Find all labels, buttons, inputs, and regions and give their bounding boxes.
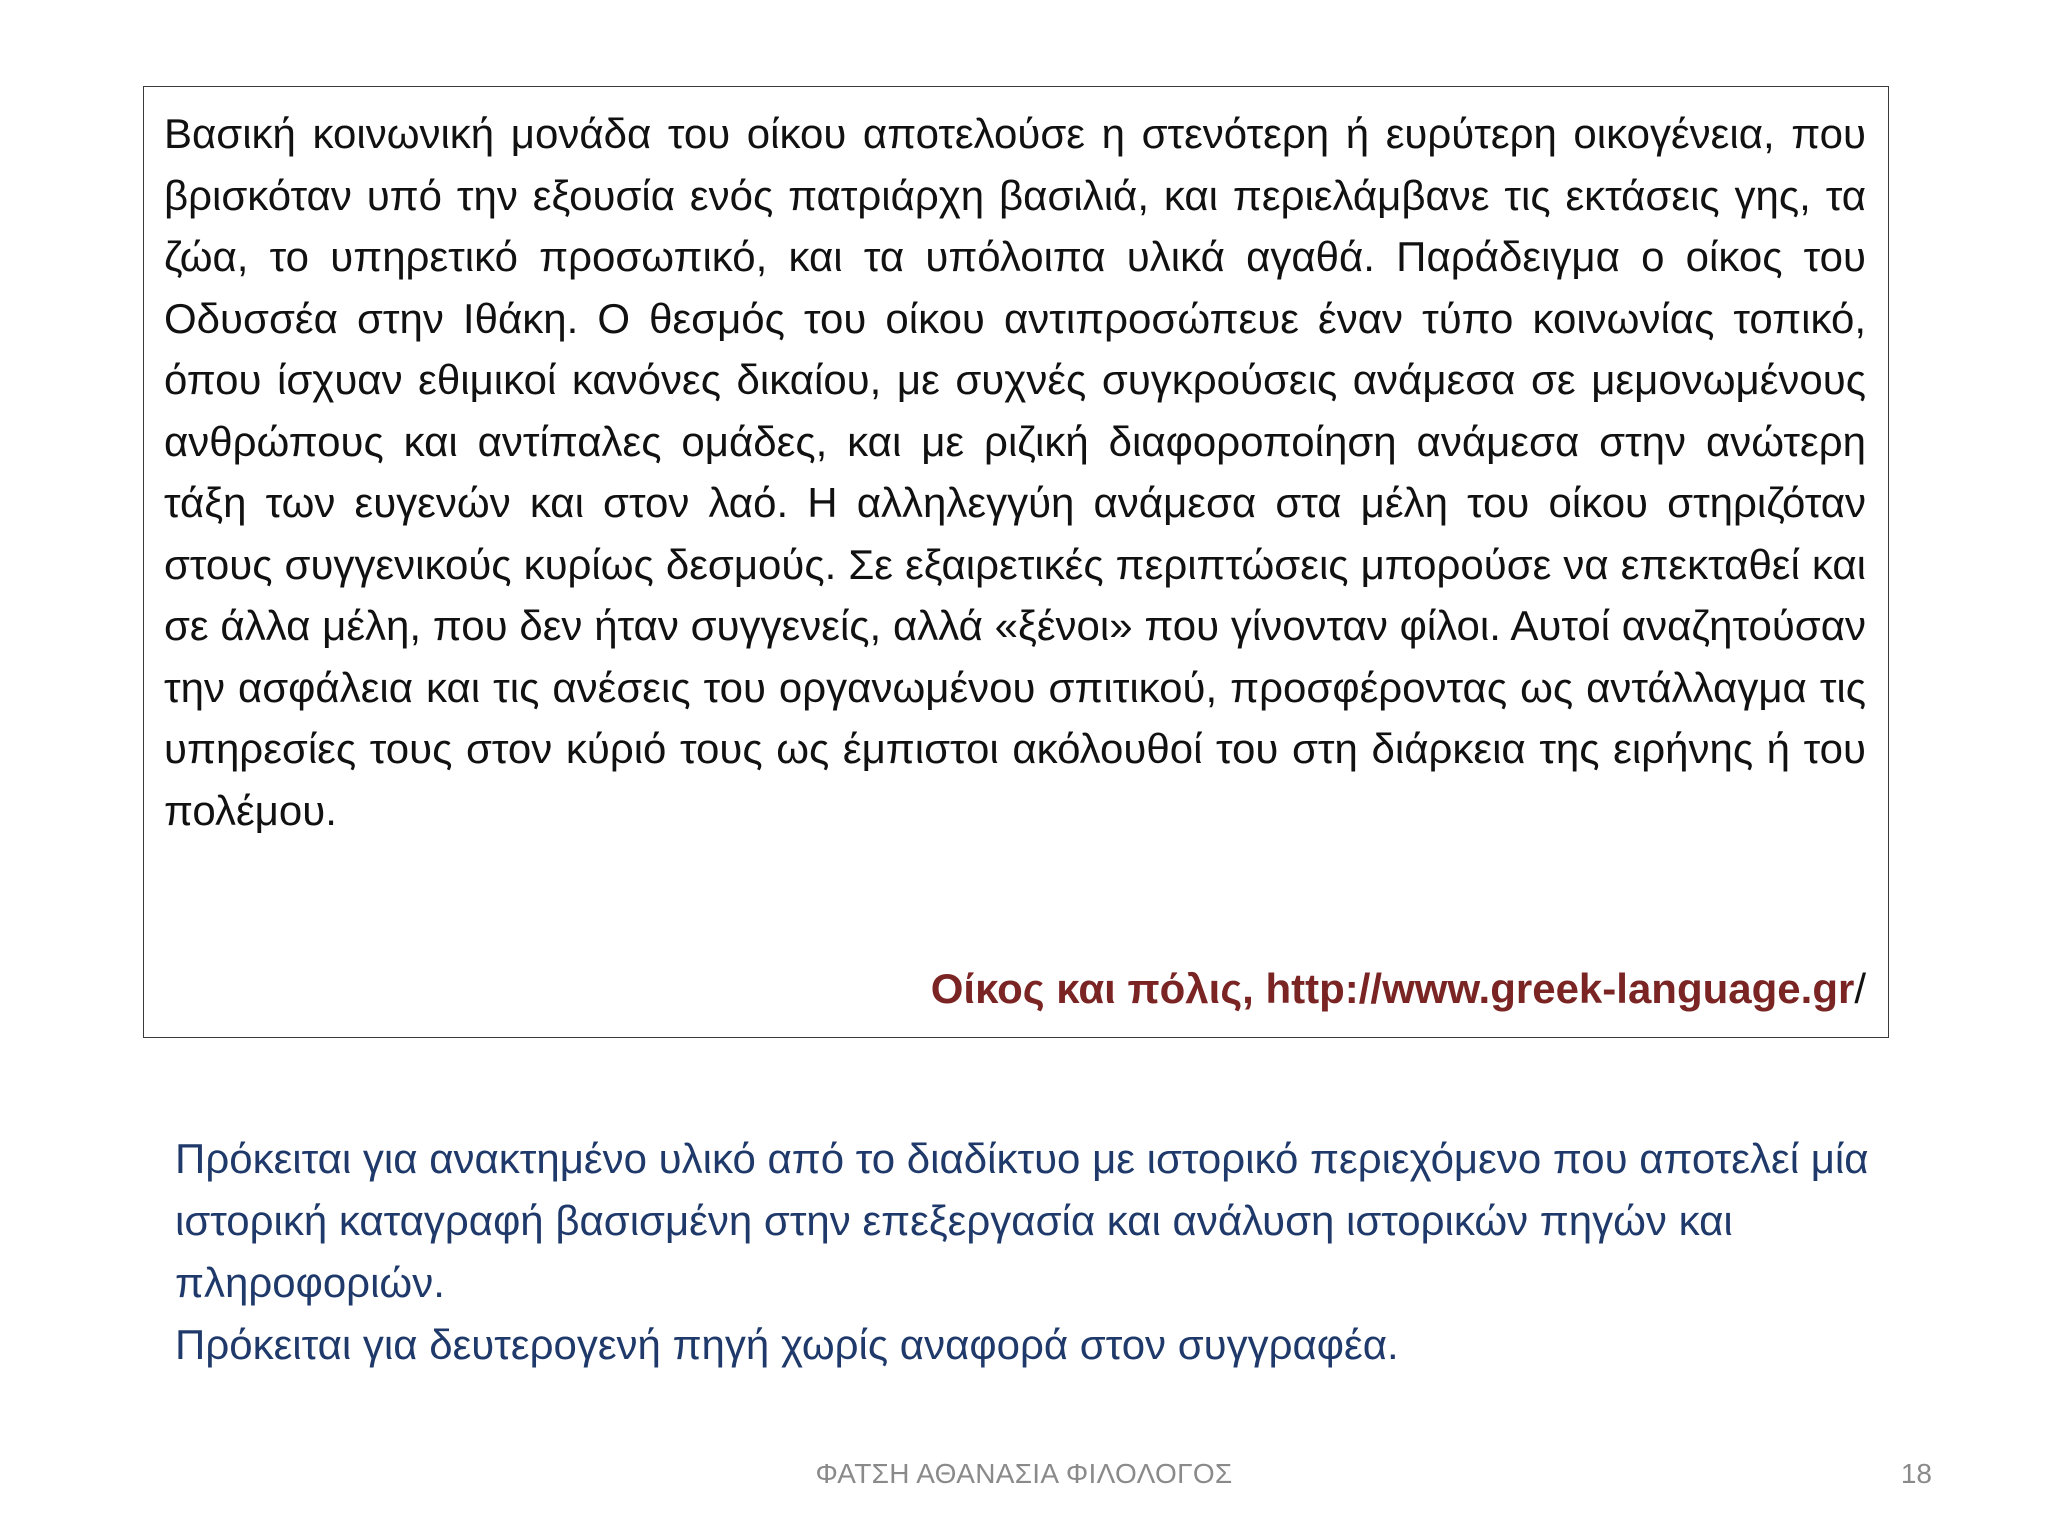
quote-text: Βασική κοινωνική μονάδα του οίκου αποτελούσε η στενότερη ή ευρύτερη οικογένεια, που βρισκόταν υπό την εξουσία ενός πατριάρχη βασιλιά, και περιελάμβανε τις εκτάσεις γης, τα ζώα, το υπηρετικό προσωπικό, και τα υπόλοιπα υλικά αγαθά. Παράδειγμα ο οίκος του Οδυσσέα στην Ιθάκη. Ο θεσμός του οίκου αντιπροσώπευε έναν τύπο κοινωνίας τοπικό, όπου ίσχυαν εθιμικοί κανόνες δικαίου, με συχνές συγκρούσεις ανάμεσα σε μεμονωμένους ανθρώπους και αντίπαλες ομάδες, και με ριζική διαφοροποίηση ανάμεσα στην ανώτερη τάξη των ευγενών και στον λαό. Η αλληλεγγύη ανάμεσα στα μέλη του οίκου στηριζόταν στους συγγενικούς κυρίως δεσμούς. Σε εξαιρετικές περιπτώσεις μπορούσε να επεκταθεί και σε άλλα μέλη, που δεν ήταν συγγενείς, αλλά «ξένοι» που γίνονταν φίλοι. Αυτοί αναζητούσαν την ασφάλεια και τις ανέσεις του οργανωμένου σπιτικού, προσφέροντας ως αντάλλαγμα τις υπηρεσίες τους στον κύριό τους ως έμπιστοι ακόλουθοί του στη διάρκεια της ειρήνης ή του πολέμου.	[164, 110, 1866, 834]
quote-box	[143, 86, 1889, 1038]
commentary	[175, 1128, 1875, 1376]
source-citation	[931, 961, 1866, 1017]
commentary-paragraph-2: Πρόκειται για δευτερογενή πηγή χωρίς αναφορά στον συγγραφέα.	[175, 1321, 1399, 1368]
page-number: 18	[1900, 1458, 1932, 1489]
source-link[interactable]: Οίκος και πόλις, http://www.greek-language.gr	[930, 965, 1855, 1012]
commentary-paragraph-1: Πρόκειται για ανακτημένο υλικό από το διαδίκτυο με ιστορικό περιεχόμενο που αποτελεί μία ιστορική καταγραφή βασισμένη στην επεξεργασία και ανάλυση ιστορικών πηγών και πληροφοριών.	[175, 1135, 1869, 1306]
source-suffix: /	[1854, 965, 1866, 1012]
footer-author: ΦΑΤΣΗ ΑΘΑΝΑΣΙΑ ΦΙΛΟΛΟΓΟΣ	[815, 1458, 1233, 1489]
